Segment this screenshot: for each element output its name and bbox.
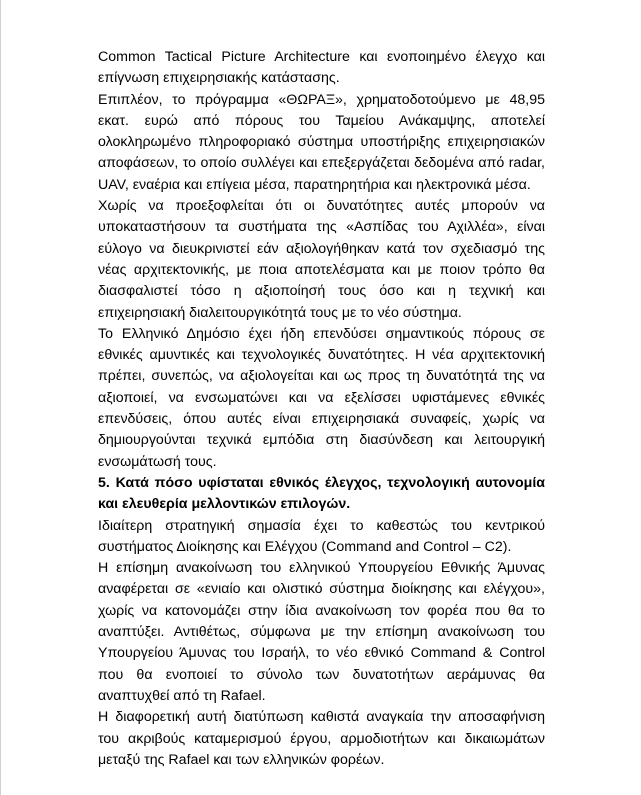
paragraph-thorax-program: Επιπλέον, το πρόγραμμα «ΘΩΡΑΞ», χρηματοδοτούμενο με 48,95 εκατ. ευρώ από πόρους του Ταμείου Ανάκαμψης, αποτελεί ολοκληρωμένο πληροφοριακό σύστημα υποστήριξης επιχειρησιακών αποφάσεων, το οποίο συλλέγει και επεξεργάζεται δεδομένα από radar, UAV, εναέρια και επίγεια μέσα, παρατηρητήρια και ηλεκτρονικά μέσα. xyxy=(98,91,545,193)
paragraph-achilles-shield: Χωρίς να προεξοφλείται ότι οι δυνατότητες αυτές μπορούν να υποκαταστήσουν τα συστήματα της «Ασπίδας του Αχιλλέα», είναι εύλογο να διευκρινιστεί εάν αξιολογήθηκαν κατά τον σχεδιασμό της νέας αρχιτεκτονικής, με ποια αποτελέσματα και με ποιον τρόπο θα διασφαλιστεί τόσο η αξιοποίησή τους όσο και η τεχνική και επιχειρησιακή διαλειτουργικότητά τους με το νέο σύστημα. xyxy=(98,198,545,321)
paragraph-c2-significance: Ιδιαίτερη στρατηγική σημασία έχει το καθεστώς του κεντρικού συστήματος Διοίκησης και Ελέγχου (Command and Control – C2). xyxy=(98,517,545,555)
section-heading-5: 5. Κατά πόσο υφίσταται εθνικός έλεγχος, τεχνολογική αυτονομία και ελευθερία μελλοντικών επιλογών. xyxy=(98,474,545,513)
document-body xyxy=(98,47,545,771)
paragraph-architecture-continuation: Common Tactical Picture Architecture και ενοποιημένο έλεγχο και επίγνωση επιχειρησιακής κατάστασης. xyxy=(98,49,545,87)
page-left-border xyxy=(0,0,1,795)
paragraph-ministry-announcement: Η επίσημη ανακοίνωση του ελληνικού Υπουργείου Εθνικής Άμυνας αναφέρεται σε «ενιαίο και ολιστικό σύστημα διοίκησης και ελέγχου», χωρίς να κατονομάζει στην ίδια ανακοίνωση τον φορέα που θα το αναπτύξει. Αντιθέτως, σύμφωνα με την επίσημη ανακοίνωση του Υπουργείου Άμυνας του Ισραήλ, το νέο εθνικό Command & Control που θα ενοποιεί το σύνολο των δυνατοτήτων αεράμυνας θα αναπτυχθεί από τη Rafael. xyxy=(98,560,545,704)
paragraph-rafael-allocation: Η διαφορετική αυτή διατύπωση καθιστά αναγκαία την αποσαφήνιση του ακριβούς καταμερισμού έργου, αρμοδιοτήτων και δικαιωμάτων μεταξύ της Rafael και των ελληνικών φορέων. xyxy=(98,709,545,768)
paragraph-national-investments: Το Ελληνικό Δημόσιο έχει ήδη επενδύσει σημαντικούς πόρους σε εθνικές αμυντικές και τεχνολογικές δυνατότητες. Η νέα αρχιτεκτονική πρέπει, συνεπώς, να αξιολογείται και ως προς τη δυνατότητά της να αξιοποιεί, να ενσωματώνει και να εξελίσσει υφιστάμενες εθνικές επενδύσεις, όπου αυτές είναι επιχειρησιακά συναφείς, χωρίς να δημιουργούνται τεχνικά εμπόδια στη διασύνδεση και λειτουργική ενσωμάτωσή τους. xyxy=(98,325,545,470)
